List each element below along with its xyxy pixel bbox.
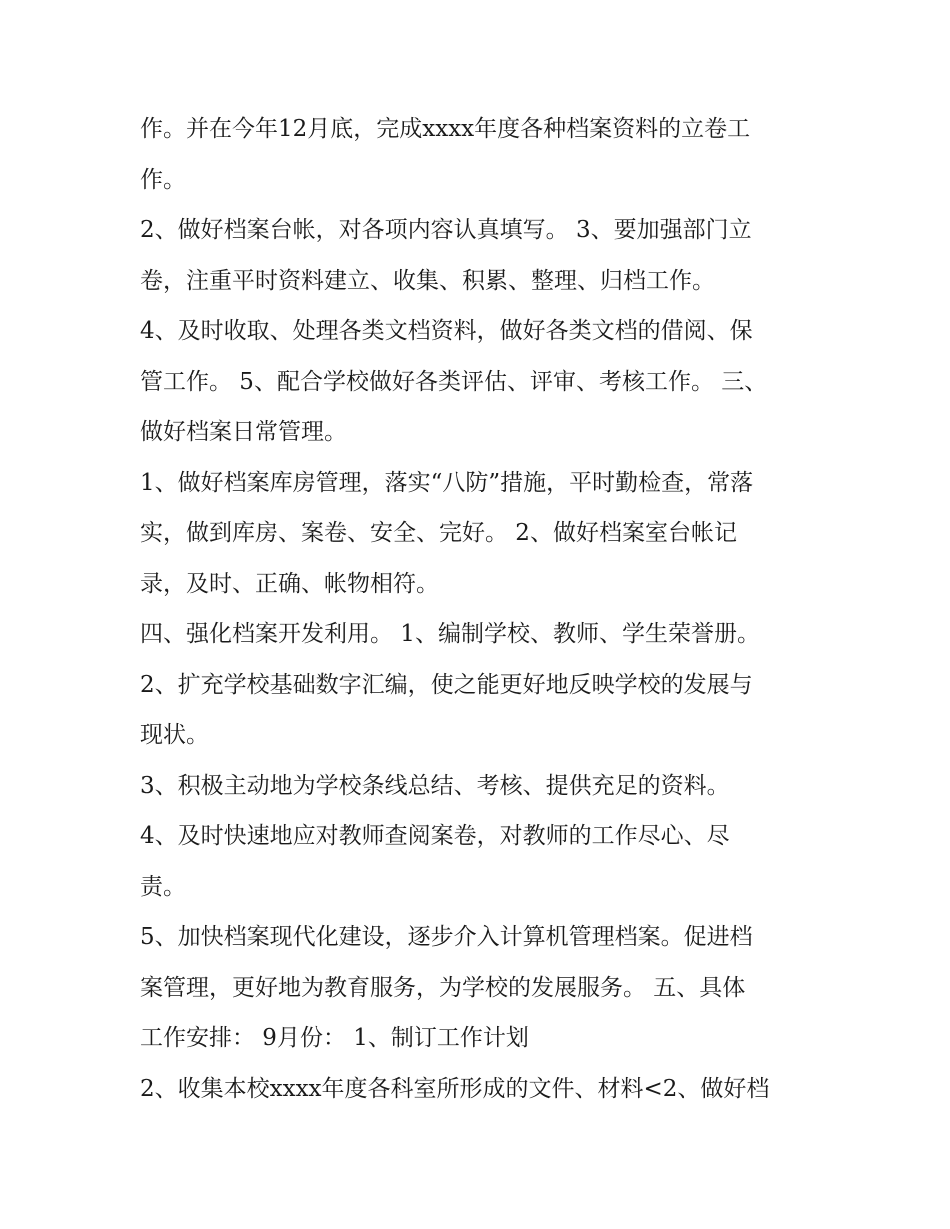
text-line: 实，做到库房、案卷、安全、完好。 2、做好档案室台帐记	[140, 520, 737, 546]
text-line: 2、做好档案台帐，对各项内容认真填写。 3、要加强部门立	[140, 217, 752, 243]
text-line: 作。	[140, 166, 186, 193]
text-line: 2、扩充学校基础数字汇编，使之能更好地反映学校的发展与	[140, 671, 753, 698]
text-line: 责。	[140, 873, 186, 900]
text-line: 1、做好档案库房管理，落实“八防”措施，平时勤检查，常落	[140, 469, 754, 496]
text-line: 案管理，更好地为教育服务，为学校的发展服务。 五、具体	[140, 974, 746, 1001]
text-line: 2、收集本校xxxx年度各科室所形成的文件、材料<2、做好档	[140, 1075, 770, 1102]
text-line: 3、积极主动地为学校条线总结、考核、提供充足的资料。	[140, 772, 730, 799]
text-line: 4、及时收取、处理各类文档资料，做好各类文档的借阅、保	[140, 318, 753, 344]
text-line: 录，及时、正确、帐物相符。	[140, 570, 439, 597]
text-line: 工作安排： 9月份： 1、制订工作计划	[140, 1025, 529, 1051]
text-line: 卷，注重平时资料建立、收集、积累、整理、归档工作。	[140, 267, 715, 294]
text-line: 作。并在今年12月底，完成xxxx年度各种档案资料的立卷工	[140, 116, 751, 142]
text-line: 5、加快档案现代化建设，逐步介入计算机管理档案。促进档	[140, 924, 753, 950]
text-line: 4、及时快速地应对教师查阅案卷，对教师的工作尽心、尽	[140, 823, 730, 849]
text-line: 做好档案日常管理。	[140, 419, 347, 445]
document-body	[140, 104, 820, 1114]
text-line: 现状。	[140, 722, 209, 748]
text-line: 管工作。 5、配合学校做好各类评估、评审、考核工作。 三、	[140, 368, 768, 395]
text-line: 四、强化档案开发利用。 1、编制学校、教师、学生荣誉册。	[140, 621, 760, 647]
